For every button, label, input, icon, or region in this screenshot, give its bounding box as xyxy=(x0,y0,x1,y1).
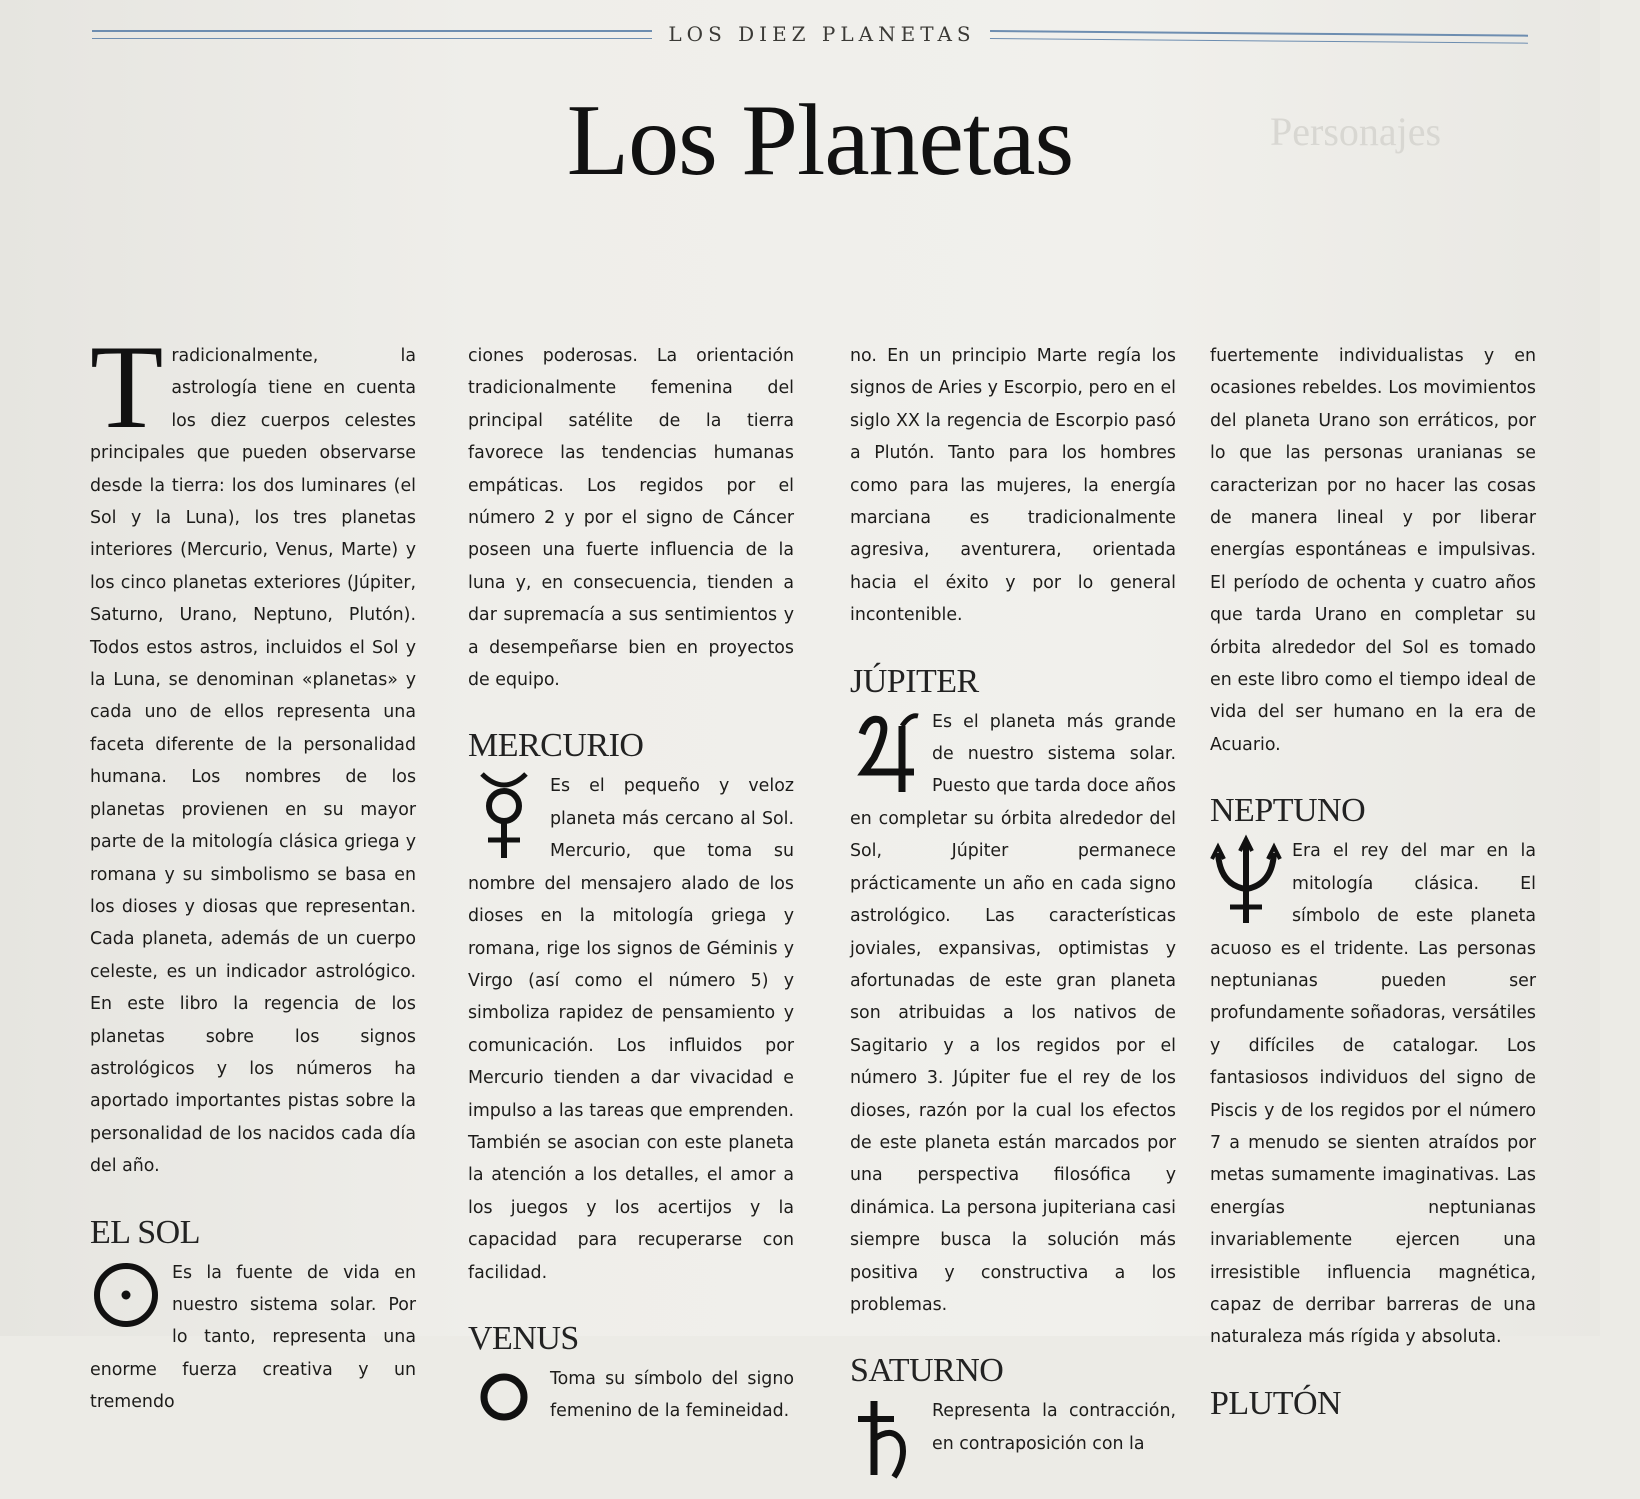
venus-icon xyxy=(468,1363,540,1455)
header-rule-right xyxy=(990,30,1528,44)
sun-icon xyxy=(90,1257,162,1349)
sol-text: Es la fuente de vida en nuestro sistema solar. Por lo tanto, representa una enorme fuerza creativa y un tremendo xyxy=(90,1262,416,1413)
urano-continued-text: fuertemente individualistas y en ocasiones rebeldes. Los movimientos del planeta Urano son erráticos, por lo que las personas uranianas se caracterizan por no hacer las cosas de manera lineal y por liberar energías espontáneas e impulsivas. El período de ochenta y cuatro años que tarda Urano en completar su órbita alrededor del Sol es tomado en este libro como el tiempo ideal de vida del ser humano en la era de Acuario. xyxy=(1210,346,1536,755)
intro-paragraph xyxy=(90,320,416,1183)
sol-section xyxy=(90,1257,416,1413)
drop-cap: T xyxy=(90,320,164,453)
column-3 xyxy=(850,340,1176,1487)
luna-continued-text: ciones poderosas. La orientación tradicionalmente femenina del principal satélite de la tierra favorece las tendencias humanas empáticas. Los regidos por el número 2 y por el signo de Cáncer poseen una fuerte influencia de la luna y, en consecuencia, tienden a dar supremacía a sus sentimientos y a desempeñarse bien en proyectos de equipo. xyxy=(468,346,794,691)
venus-text: Toma su símbolo del signo femenino de la femineidad. xyxy=(550,1368,794,1422)
heading-jupiter: JÚPITER xyxy=(850,662,979,700)
neptune-icon xyxy=(1210,835,1282,927)
column-2 xyxy=(468,340,794,1455)
saturn-icon xyxy=(850,1395,922,1487)
mercury-icon xyxy=(468,770,540,862)
column-4 xyxy=(1210,340,1536,1428)
running-title: LOS DIEZ PLANETAS xyxy=(668,22,976,46)
heading-venus: VENUS xyxy=(468,1319,579,1357)
bleed-through-text: Personajes xyxy=(1270,109,1442,154)
heading-sol: EL SOL xyxy=(90,1213,201,1251)
jupiter-icon xyxy=(850,706,922,798)
heading-mercurio: MERCURIO xyxy=(468,727,644,765)
jupiter-text: Es el planeta más grande de nuestro sistema solar. Puesto que tarda doce años en completar su órbita alrededor del Sol, Júpiter permanece prácticamente un año en cada signo astrológico. Las características joviales, expansivas, optimistas y afortunadas de este gran planeta son atribuidas a los nativos de Sagitario y a los regidos por el número 3. Júpiter fue el rey de los dioses, razón por la cual los efectos de este planeta están marcados por una perspectiva filosófica y dinámica. La persona jupiteriana casi siempre busca la solución más positiva y constructiva a los problemas. xyxy=(850,711,1176,1315)
page-title: Los Planetas xyxy=(566,84,1074,197)
column-1 xyxy=(90,320,416,1413)
heading-saturno: SATURNO xyxy=(850,1352,1004,1390)
neptuno-text: Era el rey del mar en la mitología clásica. El símbolo de este planeta acuoso es el tridente. Las personas neptunianas pueden ser profundamente soñadoras, versátiles y difíciles de catalogar. Los fantasiosos individuos del signo de Piscis y de los regidos por el número 7 a menudo se sienten atraídos por metas sumamente imaginativas. Las energías neptunianas invariablemente ejercen una irresistible influencia magnética, capaz de derribar barreras de una naturaleza más rígida y absoluta. xyxy=(1210,841,1536,1348)
mercurio-text: Es el pequeño y veloz planeta más cercano al Sol. Mercurio, que toma su nombre del mensajero alado de los dioses en la mitología griega y romana, rige los signos de Géminis y Virgo (así como el número 5) y simboliza rapidez de pensamiento y comunicación. Los influidos por Mercurio tienden a dar vivacidad e impulso a las tareas que emprenden. También se asocian con este planeta la atención a los detalles, el amor a los juegos y los acertijos y la capacidad para recuperarse con facilidad. xyxy=(468,776,794,1283)
saturno-text: Representa la contracción, en contraposición con la xyxy=(932,1401,1176,1454)
marte-continued-text: no. En un principio Marte regía los signos de Aries y Escorpio, pero en el siglo XX la regencia de Escorpio pasó a Plutón. Tanto para los hombres como para las mujeres, la energía marciana es tradicionalmente agresiva, aventurera, orientada hacia el éxito y por lo general incontenible. xyxy=(850,346,1176,626)
running-header xyxy=(92,22,1528,52)
header-rule-left xyxy=(92,30,652,39)
heading-pluton: PLUTÓN xyxy=(1210,1384,1342,1422)
intro-text: radicionalmente, la astrología tiene en cuenta los diez cuerpos celestes principales que pueden observarse desde la tierra: los dos luminares (el Sol y la Luna), los tres planetas interiores (Mercurio, Venus, Marte) y los cinco planetas exteriores (Júpiter, Saturno, Urano, Neptuno, Plutón). Todos estos astros, incluidos el Sol y la Luna, se denominan «planetas» y cada uno de ellos representa una faceta diferente de la personalidad humana. Los nombres de los planetas provienen en su mayor parte de la mitología clásica griega y romana y su simbolismo se basa en los dioses y diosas que representan. Cada planeta, además de un cuerpo celeste, es un indicador astrológico. En este libro la regencia de los planetas sobre los signos astrológicos y los números ha aportado importantes pistas sobre la personalidad de los nacidos cada día del año. xyxy=(90,346,416,1177)
heading-neptuno: NEPTUNO xyxy=(1210,792,1366,830)
saturno-section xyxy=(850,1395,1176,1459)
